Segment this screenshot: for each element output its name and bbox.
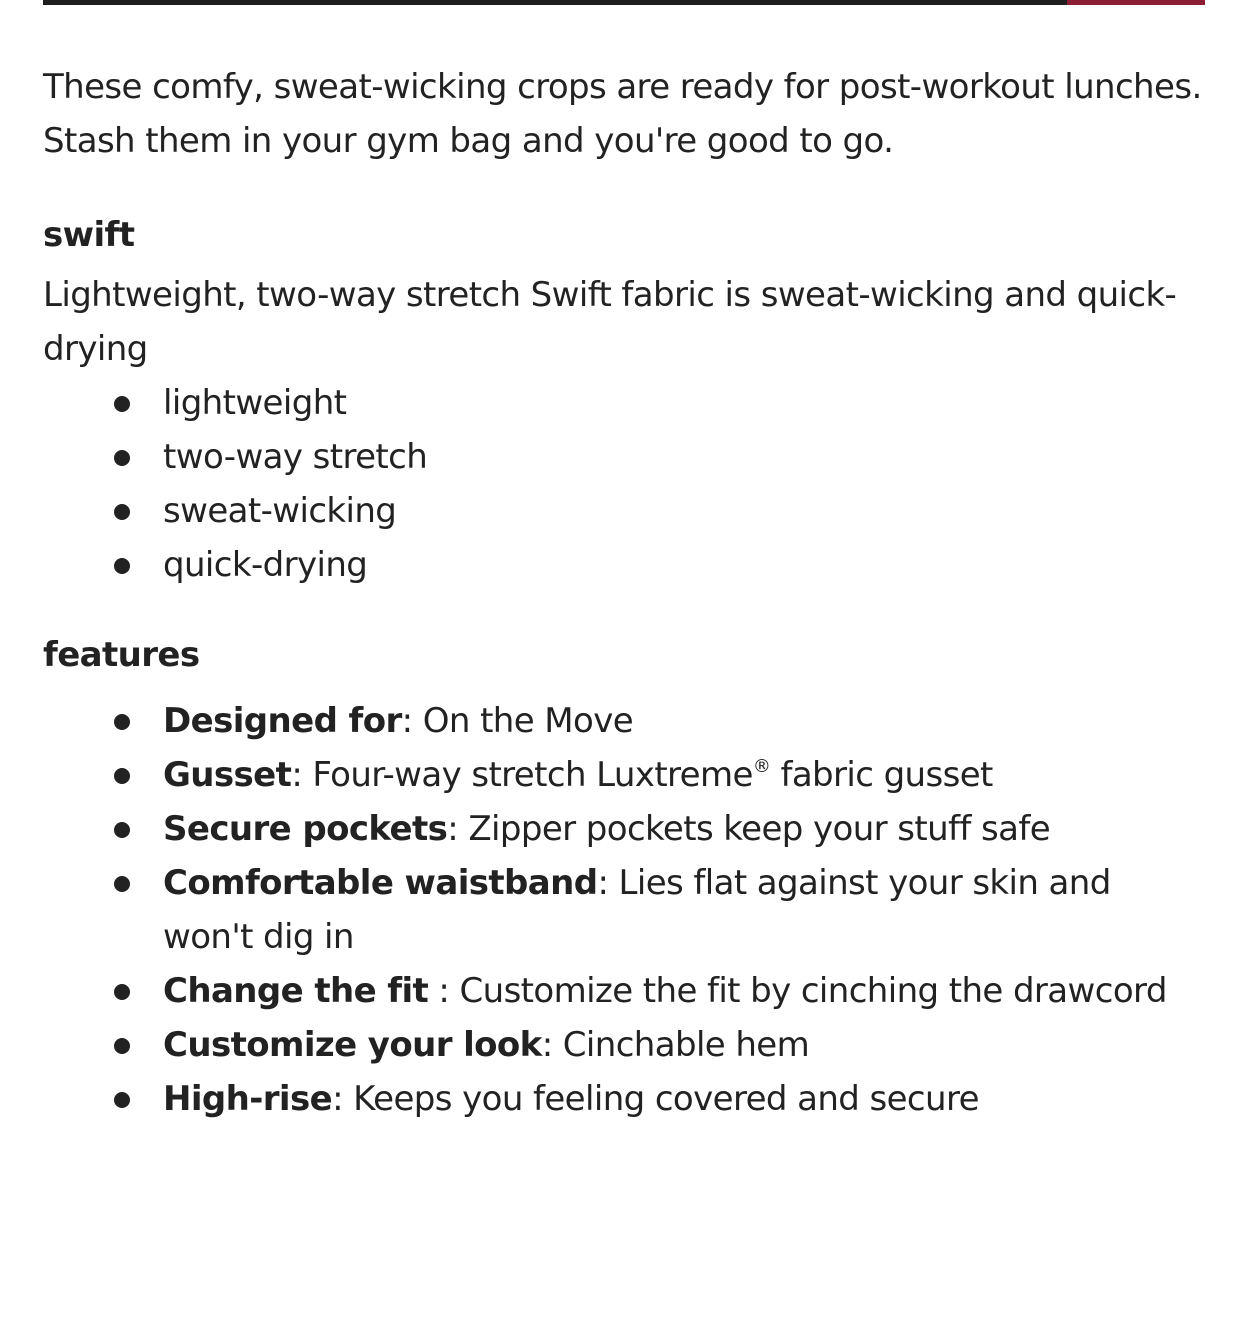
feature-separator: : bbox=[447, 809, 469, 849]
feature-label: Customize your look bbox=[163, 1025, 542, 1065]
feature-separator: : bbox=[332, 1079, 354, 1119]
feature-text: Four-way stretch Luxtreme bbox=[312, 755, 753, 795]
feature-item-gusset bbox=[43, 748, 1203, 802]
bullet-icon bbox=[114, 450, 130, 466]
bullet-icon bbox=[114, 1092, 130, 1108]
bullet-text: two-way stretch bbox=[163, 437, 428, 477]
feature-item-customize-your-look bbox=[43, 1018, 1203, 1072]
swift-bullet-list bbox=[43, 376, 1203, 592]
top-divider-accent-segment bbox=[1067, 0, 1205, 5]
intro-paragraph: These comfy, sweat-wicking crops are ready for post-workout lunches. Stash them in your gym bag and you're good to go. bbox=[43, 67, 1202, 161]
list-item bbox=[43, 538, 1203, 592]
swift-heading: swift bbox=[43, 215, 135, 255]
bullet-icon bbox=[114, 558, 130, 574]
bullet-text: sweat-wicking bbox=[163, 491, 397, 531]
feature-label: Change the fit bbox=[163, 971, 429, 1011]
features-list bbox=[43, 694, 1203, 1126]
feature-separator: : bbox=[541, 1025, 563, 1065]
feature-label: Gusset bbox=[163, 755, 292, 795]
feature-item-secure-pockets bbox=[43, 802, 1203, 856]
feature-separator: : bbox=[291, 755, 313, 795]
feature-separator: : bbox=[428, 971, 460, 1011]
bullet-icon bbox=[114, 984, 130, 1000]
features-heading: features bbox=[43, 635, 200, 675]
bullet-icon bbox=[114, 714, 130, 730]
feature-label: Secure pockets bbox=[163, 809, 448, 849]
feature-label: Designed for bbox=[163, 701, 402, 741]
feature-text: Customize the fit by cinching the drawcord bbox=[459, 971, 1167, 1011]
bullet-icon bbox=[114, 768, 130, 784]
feature-separator: : bbox=[401, 701, 423, 741]
feature-item-designed-for bbox=[43, 694, 1203, 748]
feature-text: Keeps you feeling covered and secure bbox=[353, 1079, 979, 1119]
bullet-icon bbox=[114, 1038, 130, 1054]
list-item bbox=[43, 376, 1203, 430]
top-divider-dark-segment bbox=[43, 0, 1067, 5]
feature-text: On the Move bbox=[422, 701, 634, 741]
bullet-text: quick-drying bbox=[163, 545, 368, 585]
feature-item-high-rise bbox=[43, 1072, 1203, 1126]
feature-label: Comfortable waistband bbox=[163, 863, 598, 903]
bullet-icon bbox=[114, 822, 130, 838]
registered-mark: ® bbox=[752, 756, 771, 777]
list-item bbox=[43, 484, 1203, 538]
list-item bbox=[43, 430, 1203, 484]
bullet-icon bbox=[114, 876, 130, 892]
feature-item-change-the-fit bbox=[43, 964, 1203, 1018]
feature-text: Lies flat against your skin and won't dig in bbox=[163, 863, 1111, 957]
feature-text-after: fabric gusset bbox=[770, 755, 993, 795]
feature-label: High-rise bbox=[163, 1079, 333, 1119]
bullet-text: lightweight bbox=[163, 383, 347, 423]
feature-text: Zipper pockets keep your stuff safe bbox=[468, 809, 1051, 849]
top-divider-bar bbox=[43, 0, 1205, 5]
product-details bbox=[43, 60, 1203, 1126]
swift-description: Lightweight, two-way stretch Swift fabric is sweat-wicking and quick-drying bbox=[43, 275, 1177, 369]
feature-separator: : bbox=[597, 863, 619, 903]
feature-item-comfortable-waistband bbox=[43, 856, 1203, 964]
bullet-icon bbox=[114, 396, 130, 412]
bullet-icon bbox=[114, 504, 130, 520]
feature-text: Cinchable hem bbox=[562, 1025, 810, 1065]
